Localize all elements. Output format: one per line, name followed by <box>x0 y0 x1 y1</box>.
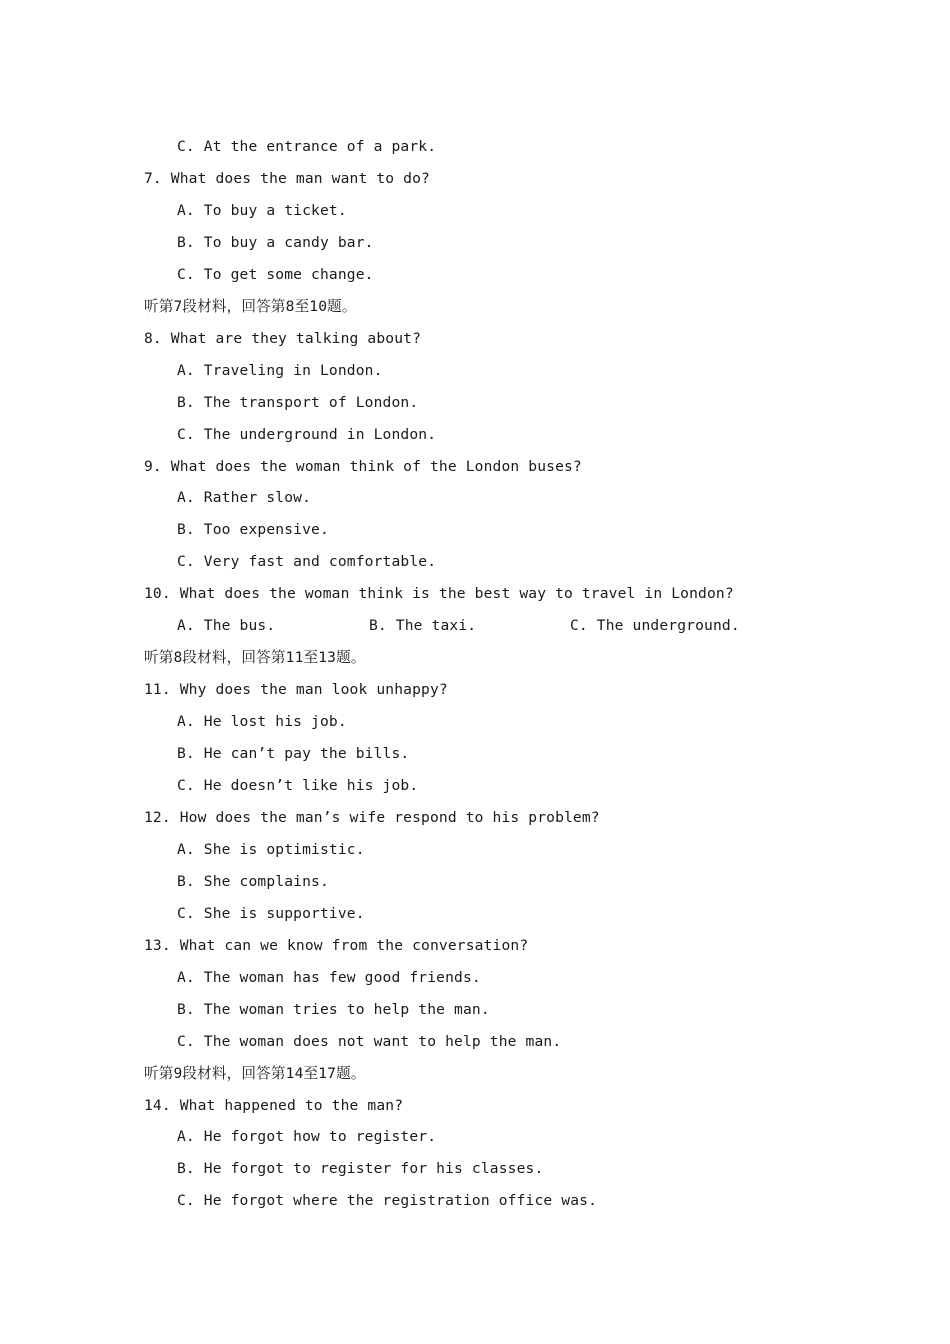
answer-option: B. To buy a candy bar. <box>177 233 374 251</box>
question-text: 7. What does the man want to do? <box>144 169 430 187</box>
question-text: 8. What are they talking about? <box>144 329 422 347</box>
answer-option: A. She is optimistic. <box>177 840 365 858</box>
answer-option: C. He doesn’t like his job. <box>177 777 419 794</box>
question-text: 11. Why does the man look unhappy? <box>144 681 448 699</box>
answer-option: A. Traveling in London. <box>177 361 383 379</box>
section-instruction: 听第8段材料，回答第11至13题。 <box>144 649 366 667</box>
question-text: 12. How does the man’s wife respond to his problem? <box>144 808 600 826</box>
answer-option: B. Too expensive. <box>177 521 329 539</box>
answer-option: C. She is supportive. <box>177 904 365 922</box>
question-text: 10. What does the woman think is the best way to travel in London? <box>144 585 734 603</box>
answer-option: B. He can’t pay the bills. <box>177 745 410 763</box>
answer-option: C. To get some change. <box>177 265 374 283</box>
answer-option: C. He forgot where the registration office was. <box>177 1192 598 1210</box>
answer-option: C. The underground. <box>570 617 740 635</box>
question-text: 14. What happened to the man? <box>144 1096 404 1114</box>
answer-option: B. He forgot to register for his classes. <box>177 1160 544 1178</box>
section-instruction: 听第7段材料，回答第8至10题。 <box>144 297 357 315</box>
answer-option: A. He lost his job. <box>177 713 347 731</box>
question-text: 13. What can we know from the conversation? <box>144 936 529 954</box>
answer-option: C. The woman does not want to help the man. <box>177 1032 562 1050</box>
section-instruction: 听第9段材料，回答第14至17题。 <box>144 1064 366 1082</box>
answer-option: C. Very fast and comfortable. <box>177 553 437 571</box>
answer-option: A. Rather slow. <box>177 489 312 507</box>
answer-option: C. The underground in London. <box>177 425 437 443</box>
answer-option: A. He forgot how to register. <box>177 1128 437 1146</box>
answer-option: A. The bus. <box>177 617 276 635</box>
answer-option: B. The transport of London. <box>177 393 419 411</box>
answer-option: B. The woman tries to help the man. <box>177 1000 490 1018</box>
answer-option: B. The taxi. <box>369 617 477 635</box>
answer-option: A. The woman has few good friends. <box>177 968 481 986</box>
answer-option: C. At the entrance of a park. <box>177 138 437 155</box>
answer-option: A. To buy a ticket. <box>177 201 347 219</box>
question-text: 9. What does the woman think of the London buses? <box>144 457 582 475</box>
answer-option: B. She complains. <box>177 872 329 890</box>
